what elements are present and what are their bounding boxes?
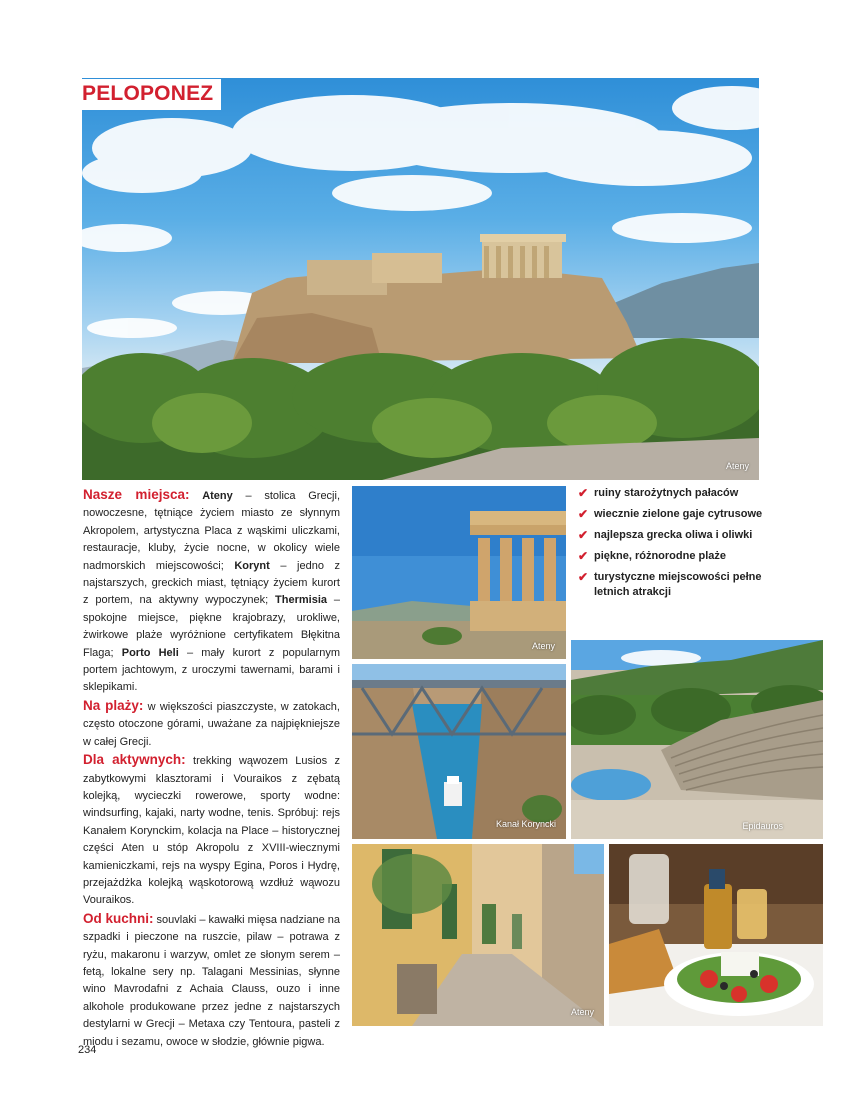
photo-epidaurus	[571, 640, 823, 839]
section-heading: Na plaży:	[83, 697, 144, 713]
epidaurus-illustration	[571, 640, 823, 839]
photo-caption: Ateny	[725, 461, 749, 471]
photo-athens-street	[352, 844, 604, 1026]
checklist-item: ✔ ruiny starożytnych pałaców	[578, 486, 739, 500]
checklist-item: ✔ piękne, różnorodne plaże	[578, 549, 727, 563]
page-number: 234	[78, 1044, 97, 1056]
greek-salad-illustration	[609, 844, 823, 1026]
place-name: Porto Heli	[121, 646, 179, 659]
photo-caption: Ateny	[570, 1007, 594, 1017]
check-icon: ✔	[578, 528, 589, 542]
place-name: Thermisia	[275, 594, 328, 607]
photo-caption: Kanał Koryncki	[495, 819, 556, 829]
section-our-places: Nasze miejsca: Ateny – stolica Grecji, nowoczesne, tętniące życiem miasto ze słynnym Akropolem, artystyczna Placa z wąskimi uliczkami, restauracje, kluby, życie nocne, w okolicy wiele nadmorskich miejscowości; Korynt – jedno z najstarszych, greckich miast, tętniący życiem kurort z portem, na aktywny wypoczynek; Thermisia – spokojne miejsce, piękne krajobrazy, urokliwe, żwirkowe plaże wyróżnione certyfikatem Błękitna Flaga; Porto Heli – mały kurort z popularnym portem jachtowym, z uroczymi tawernami, barami i sklepikami.	[83, 487, 341, 694]
section-title: PELOPONEZ	[76, 79, 221, 110]
section-heading: Od kuchni:	[83, 910, 154, 926]
section-active: Dla aktywnych: trekking wąwozem Lusios z zabytkowymi klasztorami i Vouraikos z zębatą kolejką, wycieczki rowerowe, sporty wodne: windsurfing, kajaki, narty wodne, tenis. Spróbuj: rejs Kanałem Korynckim, kolacja na Place – historycznej części Aten u stóp Akropolu z XVIII-wiecznymi kamieniczkami, rejs na wyspy Egina, Poros i Hydrę, przejażdżka kolejką wąskotorową wzdłuż wąwozu Vouraikos.	[83, 752, 340, 907]
acropolis-illustration	[82, 78, 759, 480]
check-icon: ✔	[578, 570, 589, 584]
section-heading: Nasze miejsca:	[83, 487, 190, 502]
photo-caryatids	[352, 486, 566, 659]
street-illustration	[352, 844, 604, 1026]
hero-photo-acropolis	[82, 78, 759, 480]
check-icon: ✔	[578, 486, 589, 500]
section-cuisine: Od kuchni: souvlaki – kawałki mięsa nadziane na szpadki i pieczone na ruszcie, pilaw – potrawa z ryżu, makaronu i warzyw, omlet ze słonym serem – fetą, lokalne sery np. Talagani Messinias, słynne wino Mavrodafni z Achaia Clauss, ouzo i inne alkohole produkowane przez jedne z najstarszych destylarni w Grecji – Metaxa czy Tentoura, pasteli z miodu i sezamu, owoce w słodzie, głównie pigwa.	[83, 910, 340, 1048]
check-icon: ✔	[578, 507, 589, 521]
article-body	[83, 486, 340, 1051]
section-heading: Dla aktywnych:	[83, 752, 186, 768]
corinth-canal-illustration	[352, 664, 566, 839]
place-name: Ateny	[202, 490, 233, 502]
caryatids-illustration	[352, 486, 566, 659]
check-icon: ✔	[578, 549, 589, 563]
section-beach: Na plaży: w większości piaszczyste, w zatokach, często otoczone górami, uważane za najpiękniejsze w całej Grecji.	[83, 697, 340, 748]
photo-caption: Epidauros	[742, 821, 783, 831]
checklist-item: ✔ wiecznie zielone gaje cytrusowe	[578, 507, 763, 521]
highlights-checklist	[578, 486, 768, 606]
place-name: Korynt	[234, 559, 270, 572]
checklist-item: ✔ najlepsza grecka oliwa i oliwki	[578, 528, 753, 542]
checklist-item: ✔ turystyczne miejscowości pełne letnich atrakcji	[578, 570, 762, 598]
photo-corinth-canal	[352, 664, 566, 839]
photo-caption: Ateny	[532, 641, 556, 651]
photo-greek-salad	[609, 844, 823, 1026]
